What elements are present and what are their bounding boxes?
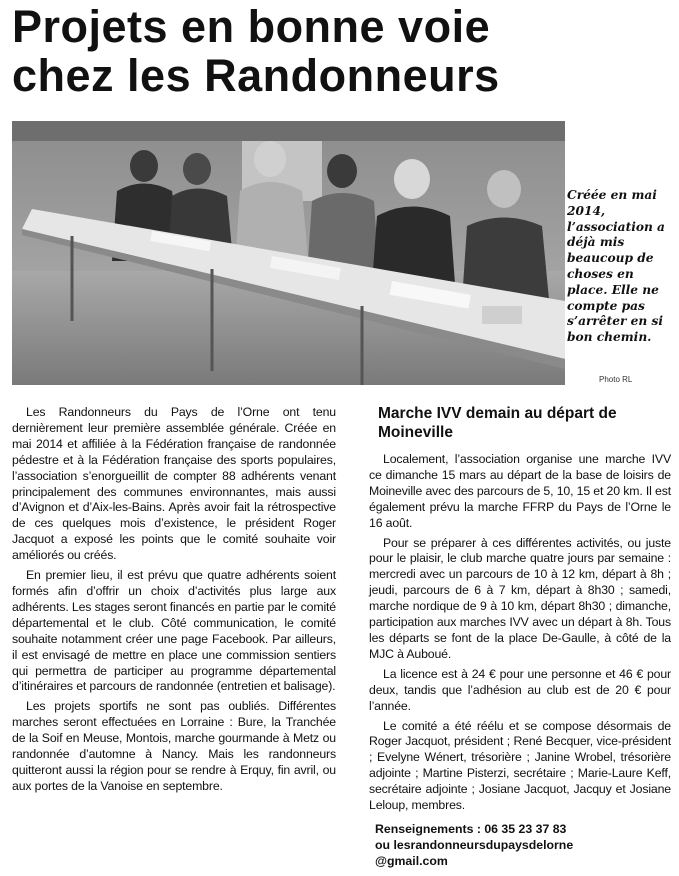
paragraph: La licence est à 24 € pour une personne et 46 € pour deux, tandis que l’adhésion au club est de 20 € pour l’année. [369, 666, 671, 713]
photo-caption: Créée en mai 2014, l’association a déjà mis beaucoup de choses en place. Elle ne compte pas s’arrêter en si bon chemin. [567, 188, 665, 345]
contact-email-domain: @gmail.com [375, 853, 448, 868]
right-column [369, 452, 671, 818]
paragraph: En premier lieu, il est prévu que quatre adhérents soient formés afin d’offrir un choix d’activités plus large aux adhérents. Les stages seront financés en partie par le comité départemental et le club. Côté communication, le comité souhaite notamment créer une page Facebook. Par ailleurs, il est envisagé de mettre en place une commission sentiers qui permettra de participer au programme départemental d’itinéraires et parcours de randonnée (entretien et balisage). [12, 568, 336, 694]
contact-phone: Renseignements : 06 35 23 37 83 [375, 822, 567, 836]
paragraph: Localement, l’association organise une marche IVV ce dimanche 15 mars au départ de la base de loisirs de Moineville avec des parcours de 5, 10, 15 et 20 km. Il est également prévu la marche FFRP du Pays de l’Orne le 16 août. [369, 452, 671, 530]
meeting-photo-illustration [12, 121, 565, 385]
paragraph: Le comité a été réélu et se compose désormais de Roger Jacquot, président ; René Becquer, vice-président ; Evelyne Wénert, trésorière ; Janine Wrobel, trésorière adjointe ; Martine Pisterzi, secrétaire ; Marie-Laure Keff, secrétaire adjointe ; Josiane Jacquot, Jacquy et Josiane Leloup, membres. [369, 718, 671, 813]
paragraph: Les Randonneurs du Pays de l’Orne ont tenu dernièrement leur première assemblée générale. Créée en mai 2014 et affiliée à la Fédération française de randonnée pédestre et à la Fédération française des sports populaires, l’association s’enorgueillit de compter 88 adhérents venant principalement des communes environnantes, mais aussi d’Avignon et d’Aix-les-Bains. Après avoir fait la rétrospective de ces quelques mois d’existence, le président Roger Jacquot a exposé les points que le comité souhaite voir améliorés ou créés. [12, 405, 336, 563]
headline-line-1: Projets en bonne voie [12, 1, 491, 52]
article-photo [12, 121, 565, 385]
paragraph: Les projets sportifs ne sont pas oubliés. Différentes marches seront effectuées en Lorraine : Bure, la Tranchée de la Soif en Meuse, Montois, marche gourmande à Metz ou randonnée d’automne à Nancy. Mais les randonneurs quitteront aussi la région pour se rendre à Erquy, fin avril, ou aux portes de la Vanoise en septembre. [12, 699, 336, 793]
contact-info [375, 822, 671, 870]
left-column [12, 405, 336, 799]
paragraph: Pour se préparer à ces différentes activités, ou juste pour le plaisir, le club marche quatre jours par semaine : mercredi avec un parcours de 10 à 12 km, départ à 8h ; jeudi, parcours de 6 à 7 km, départ à 8h30 ; samedi, marche nordique de 9 à 10 km, départ 8h30 ; dimanche, participation aux marches IVV avec un départ à 8h. Tous les départs se font de la place De-Gaulle, à côté de la MJC à Auboué. [369, 535, 671, 661]
headline [12, 2, 672, 100]
photo-credit: Photo RL [599, 375, 633, 384]
headline-line-2: chez les Randonneurs [12, 50, 500, 101]
section-subheading: Marche IVV demain au départ de Moineville [378, 405, 617, 441]
contact-email-line: ou lesrandonneursdupaysdelorne [375, 837, 574, 852]
